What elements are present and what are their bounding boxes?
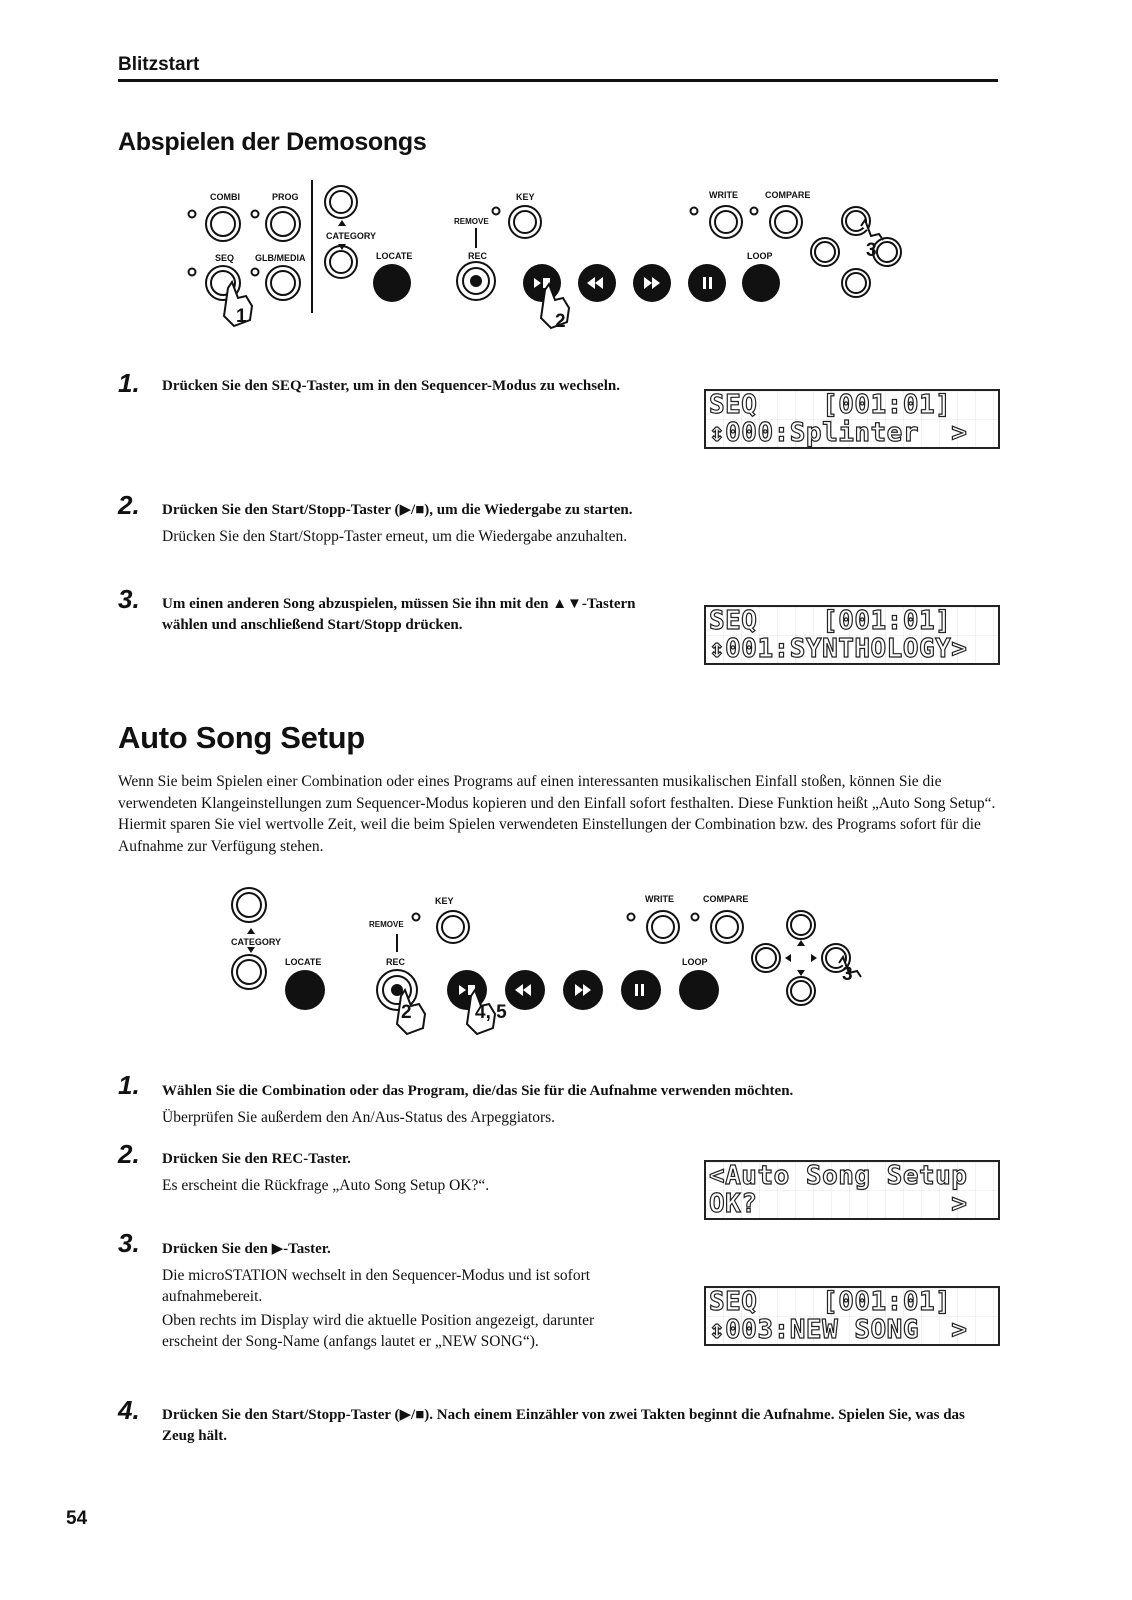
step-detail: Es erscheint die Rückfrage „Auto Song Setup OK?“. bbox=[162, 1177, 490, 1194]
step-number: 2. bbox=[118, 1139, 140, 1169]
panel-diagram-1 bbox=[180, 180, 930, 340]
label-write: WRITE bbox=[709, 190, 738, 200]
lcd-line: SEQ [001:01] bbox=[709, 390, 952, 420]
label-combi: COMBI bbox=[210, 192, 240, 202]
label-locate: LOCATE bbox=[376, 251, 413, 261]
callout-3: 3 bbox=[842, 964, 853, 985]
intro-paragraph: Wenn Sie beim Spielen einer Combination oder eines Programs auf einen interessanten musikalischen Einfall stoßen, können Sie die verwendeten Klangeinstellungen zum Sequencer-Modus kopieren und den Einfall sofort festhalten. Diese Funktion heißt „Auto Song Setup“. Hiermit sparen Sie viel wertvolle Zeit, weil die beim Spielen verwendeten Einstellungen der Combination bzw. des Programs sofort für die Aufnahme zur Verfügung stehen. bbox=[118, 773, 996, 855]
label-key: KEY bbox=[435, 896, 454, 906]
label-compare: COMPARE bbox=[703, 894, 749, 904]
step-number: 3. bbox=[118, 1228, 140, 1258]
step-instruction: Drücken Sie den Start/Stopp-Taster (▶/■), um die Wiedergabe zu starten. bbox=[162, 502, 633, 518]
lcd-line: OK? > bbox=[709, 1189, 968, 1219]
step-number: 4. bbox=[118, 1395, 140, 1425]
label-category: CATEGORY bbox=[231, 937, 282, 947]
hand-pointer-icon bbox=[861, 220, 883, 240]
lcd-line: ↕003:NEW SONG > bbox=[709, 1315, 968, 1345]
step-number: 1. bbox=[118, 1070, 140, 1100]
label-compare: COMPARE bbox=[765, 190, 811, 200]
label-locate: LOCATE bbox=[285, 957, 322, 967]
callout-3: 3 bbox=[866, 240, 877, 261]
lcd-display bbox=[704, 605, 1000, 665]
step-detail: Oben rechts im Display wird die aktuelle Position angezeigt, darunter erscheint der Song-Name (anfangs lautet er „NEW SONG“). bbox=[162, 1312, 595, 1350]
lcd-line: ↕001:SYNTHOLOGY> bbox=[709, 634, 968, 664]
callout-2: 2 bbox=[401, 1002, 412, 1023]
step-instruction: Drücken Sie den Start/Stopp-Taster (▶/■). Nach einem Einzähler von zwei Takten beginnt die Aufnahme. Spielen Sie, was das Zeug hält. bbox=[162, 1407, 965, 1444]
label-remove: REMOVE bbox=[454, 217, 489, 226]
section-header: Blitzstart bbox=[118, 54, 200, 75]
callout-2: 2 bbox=[555, 311, 566, 332]
label-loop: LOOP bbox=[682, 957, 708, 967]
step-instruction: Um einen anderen Song abzuspielen, müssen Sie ihn mit den ▲▼-Tastern wählen und anschließend Start/Stopp drücken. bbox=[162, 596, 636, 633]
label-rec: REC bbox=[386, 957, 406, 967]
step-detail: Überprüfen Sie außerdem den An/Aus-Status des Arpeggiators. bbox=[162, 1109, 556, 1126]
label-glb-media: GLB/MEDIA bbox=[255, 253, 306, 263]
step-instruction: Drücken Sie den REC-Taster. bbox=[162, 1151, 351, 1167]
lcd-line: SEQ [001:01] bbox=[709, 606, 952, 636]
header-rule bbox=[118, 79, 998, 82]
section-title-auto-song-setup: Auto Song Setup bbox=[118, 720, 365, 755]
lcd-line: <Auto Song Setup bbox=[709, 1161, 968, 1191]
label-loop: LOOP bbox=[747, 251, 773, 261]
lcd-line: SEQ [001:01] bbox=[709, 1287, 952, 1317]
step-number: 1. bbox=[118, 368, 140, 398]
label-category: CATEGORY bbox=[326, 231, 377, 241]
step-instruction: Drücken Sie den ▶-Taster. bbox=[162, 1241, 331, 1257]
label-key: KEY bbox=[516, 192, 535, 202]
lcd-display bbox=[704, 1286, 1000, 1346]
callout-4-5: 4, 5 bbox=[475, 1002, 507, 1023]
section-title-demosongs: Abspielen der Demosongs bbox=[118, 128, 427, 156]
label-prog: PROG bbox=[272, 192, 299, 202]
label-remove: REMOVE bbox=[369, 920, 404, 929]
step-instruction: Wählen Sie die Combination oder das Program, die/das Sie für die Aufnahme verwenden möchten. bbox=[162, 1083, 794, 1099]
step-detail: Die microSTATION wechselt in den Sequencer-Modus und ist sofort aufnahmebereit. bbox=[162, 1267, 591, 1305]
lcd-display bbox=[704, 389, 1000, 449]
callout-1: 1 bbox=[236, 306, 247, 327]
step-detail: Drücken Sie den Start/Stopp-Taster erneut, um die Wiedergabe anzuhalten. bbox=[162, 528, 628, 545]
step-instruction: Drücken Sie den SEQ-Taster, um in den Sequencer-Modus zu wechseln. bbox=[162, 378, 620, 394]
step-number: 2. bbox=[118, 490, 140, 520]
lcd-display bbox=[704, 1160, 1000, 1220]
page-number: 54 bbox=[66, 1508, 88, 1529]
label-write: WRITE bbox=[645, 894, 674, 904]
lcd-line: ↕000:Splinter > bbox=[709, 418, 968, 448]
label-rec: REC bbox=[468, 251, 488, 261]
step-number: 3. bbox=[118, 584, 140, 614]
panel-diagram-2 bbox=[225, 880, 905, 1050]
label-seq: SEQ bbox=[215, 253, 235, 263]
